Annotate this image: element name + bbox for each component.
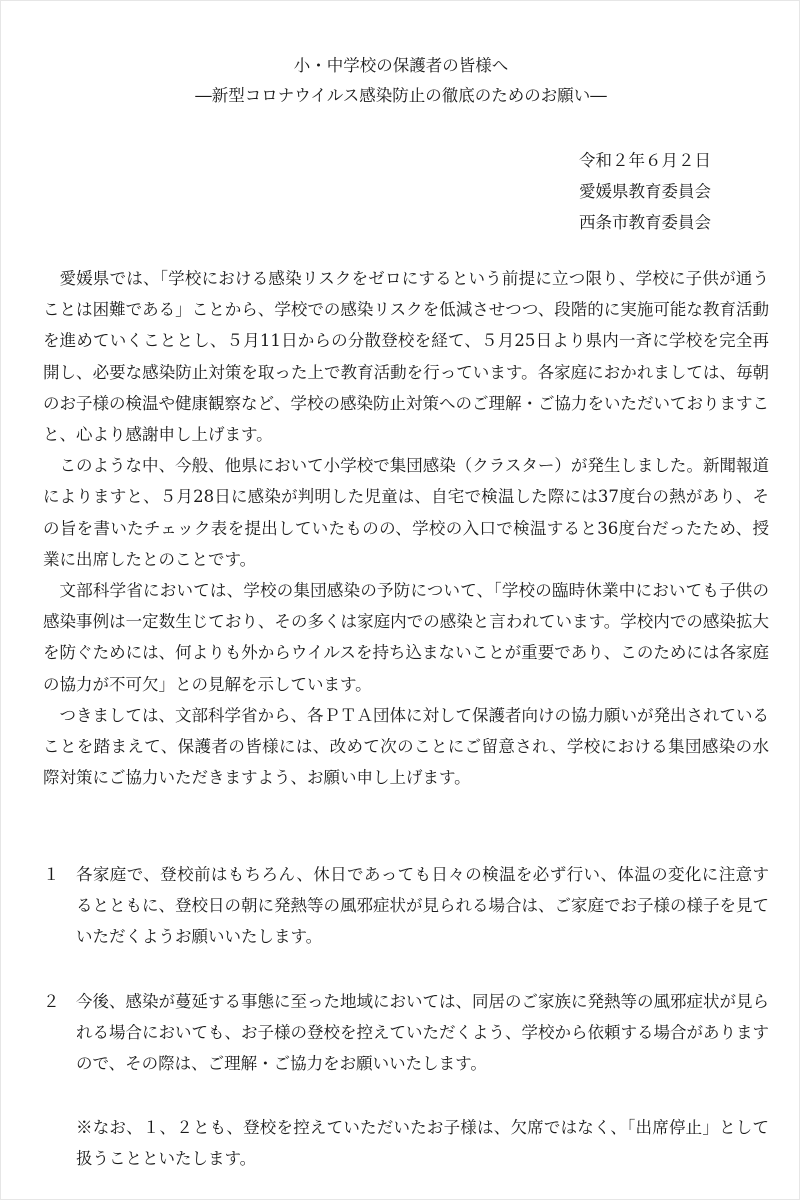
body-text <box>43 263 769 793</box>
note-block <box>43 1112 769 1174</box>
request-item-2-number: ２ <box>43 992 60 1011</box>
paragraph-3: 文部科学省においては、学校の集団感染の予防について、「学校の臨時休業中においても子供の感染事例は一定数生じており、その多くは家庭内での感染と言われています。学校内での感染拡大を防ぐためには、何よりも外からウイルスを持ち込まないことが重要であり、このためには各家庭の協力が不可欠」との見解を示しています。 <box>43 581 769 694</box>
request-item-1-text: 各家庭で、登校前はもちろん、休日であっても日々の検温を必ず行い、体温の変化に注意するとともに、登校日の朝に発熱等の風邪症状が見られる場合は、ご家庭でお子様の様子を見ていただくようお願いいたします。 <box>76 865 769 947</box>
request-item-2-body <box>43 986 769 1080</box>
paragraph-1: 愛媛県では、「学校における感染リスクをゼロにするという前提に立つ限り、学校に子供が通うことは困難である」ことから、学校での感染リスクを低減させつつ、段階的に実施可能な教育活動を進めていくこととし、５月11日からの分散登校を経て、５月25日より県内一斉に学校を完全再開し、必要な感染防止対策を取った上で教育活動を行っています。各家庭におかれましては、毎朝のお子様の検温や健康観察など、学校の感染防止対策へのご理解・ご協力をいただいておりますこと、心より感謝申し上げます。 <box>43 269 769 445</box>
paragraph-4: つきましては、文部科学省から、各ＰＴＡ団体に対して保護者向けの協力願いが発出されていることを踏まえて、保護者の皆様には、改めて次のことにご留意され、学校における集団感染の水際対策にご協力いただきますよう、お願い申し上げます。 <box>43 705 769 788</box>
date-issuer-block <box>579 145 711 238</box>
document-title <box>1 51 800 111</box>
request-item-1-number: １ <box>43 865 60 884</box>
document-date: 令和２年６月２日 <box>579 151 711 170</box>
issuer-city: 西条市教育委員会 <box>579 213 711 232</box>
request-item-1-body <box>43 859 769 953</box>
title-line-1: 小・中学校の保護者の皆様へ <box>293 56 509 75</box>
request-item-1 <box>43 859 769 953</box>
request-item-2 <box>43 986 769 1080</box>
paragraph-2: このような中、今般、他県において小学校で集団感染（クラスター）が発生しました。新聞報道によりますと、５月28日に感染が判明した児童は、自宅で検温した際には37度台の熱があり、その旨を書いたチェック表を提出していたものの、学校の入口で検温すると36度台だったため、授業に出席したとのことです。 <box>43 456 769 569</box>
title-line-2: ―新型コロナウイルス感染防止の徹底のためのお願い― <box>195 86 607 105</box>
issuer-prefecture: 愛媛県教育委員会 <box>579 182 711 201</box>
request-item-2-text: 今後、感染が蔓延する事態に至った地域においては、同居のご家族に発熱等の風邪症状が見られる場合においても、お子様の登校を控えていただくよう、学校から依頼する場合がありますので、その際は、ご理解・ご協力をお願いいたします。 <box>76 992 769 1074</box>
note-text: ※なお、１、２とも、登校を控えていただいたお子様は、欠席ではなく、「出席停止」として扱うことといたします。 <box>76 1118 769 1169</box>
